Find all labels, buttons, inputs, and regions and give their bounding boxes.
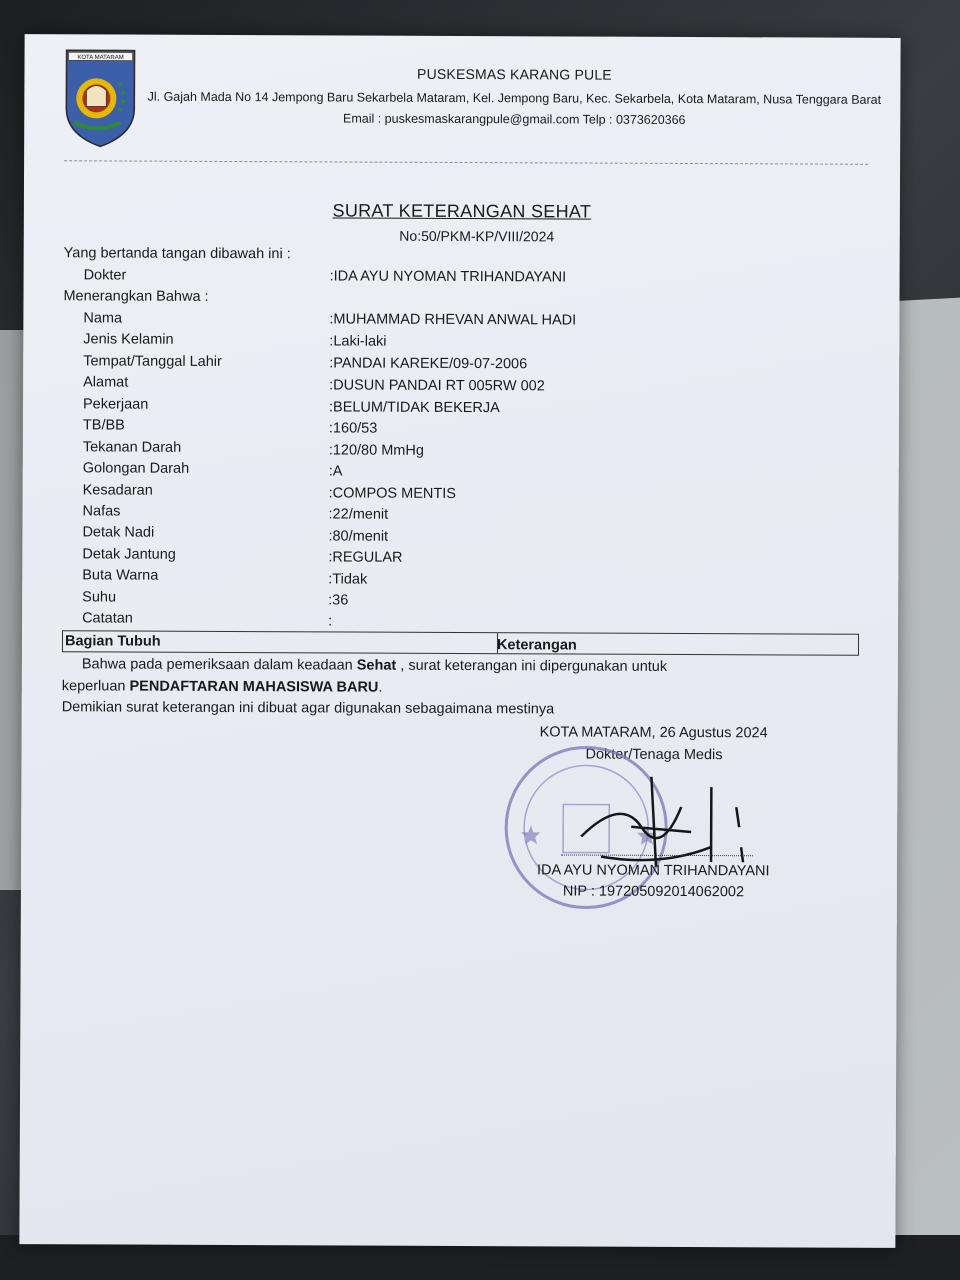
field-label: Tempat/Tanggal Lahir [83, 353, 222, 370]
kota-mataram-logo-icon [62, 46, 138, 150]
svg-text:KOTA MATARAM: KOTA MATARAM [77, 54, 124, 62]
document-title: SURAT KETERANGAN SEHAT [332, 200, 592, 222]
document-number: No:50/PKM-KP/VIII/2024 [399, 227, 555, 245]
closing-line-2 [62, 678, 383, 695]
field-label: Nama [83, 310, 123, 327]
institution-contact: Email : puskesmaskarangpule@gmail.com Telp : 0373620366 [342, 111, 686, 127]
field-value: :MUHAMMAD RHEVAN ANWAL HADI [329, 311, 577, 329]
field-label: Tekanan Darah [82, 439, 182, 456]
body-parts-table-header [62, 630, 859, 655]
place-date: KOTA MATARAM, 26 Agustus 2024 [539, 724, 768, 742]
field-value: :80/menit [328, 528, 389, 545]
field-label: TB/BB [82, 417, 125, 434]
closing-emphasis: PENDAFTARAN MAHASISWA BARU [129, 678, 379, 696]
closing-text: , surat keterangan ini dipergunakan untuk [396, 657, 668, 675]
field-value: :Laki-laki [329, 333, 387, 350]
closing-text: . [378, 679, 383, 696]
field-value: :BELUM/TIDAK BEKERJA [328, 399, 500, 417]
institution-address: Jl. Gajah Mada No 14 Jempong Baru Sekarbela Mataram, Kel. Jempong Baru, Kec. Sekarbela, Kota Mataram, Nusa Tenggara Barat [147, 89, 882, 107]
field-value: :36 [328, 592, 349, 609]
field-label: Jenis Kelamin [83, 331, 174, 348]
field-label: Nafas [82, 503, 121, 520]
table-col-keterangan: Keterangan [496, 637, 577, 654]
table-col-bagian-tubuh: Bagian Tubuh [63, 631, 498, 653]
closing-text: keperluan [61, 678, 130, 695]
signer-role: Dokter/Tenaga Medis [585, 746, 723, 764]
field-value: :Tidak [328, 571, 368, 588]
field-value: :A [328, 463, 343, 480]
field-value: :PANDAI KAREKE/09-07-2006 [329, 355, 528, 373]
field-label: Pekerjaan [82, 396, 149, 413]
closing-emphasis: Sehat [356, 657, 397, 674]
field-label: Catatan [82, 610, 133, 627]
field-label: Detak Jantung [82, 546, 176, 563]
field-label: Detak Nadi [82, 524, 155, 541]
closing-line-1 [82, 656, 667, 675]
field-label: Suhu [82, 589, 117, 606]
field-value: :160/53 [328, 420, 378, 437]
closing-line-3: Demikian surat keterangan ini dibuat agar digunakan sebagaimana mestinya [61, 699, 555, 718]
field-label: Buta Warna [82, 567, 159, 584]
signer-nip: NIP : 197205092014062002 [562, 883, 745, 901]
field-value: :120/80 MmHg [328, 442, 424, 459]
closing-text: Bahwa pada pemeriksaan dalam keadaan [81, 656, 357, 674]
institution-name: PUSKESMAS KARANG PULE [417, 65, 612, 83]
header-divider [64, 160, 868, 165]
field-label: Golongan Darah [82, 460, 190, 477]
states-text: Menerangkan Bahwa : [63, 288, 209, 305]
doctor-label: Dokter [83, 267, 127, 284]
field-value: :REGULAR [328, 549, 403, 566]
field-value: :COMPOS MENTIS [328, 485, 456, 502]
field-value: :22/menit [328, 506, 389, 523]
signer-name: IDA AYU NYOMAN TRIHANDAYANI [536, 862, 770, 880]
field-value: :DUSUN PANDAI RT 005RW 002 [329, 377, 545, 395]
field-label: Kesadaran [82, 482, 153, 499]
field-label: Alamat [83, 374, 129, 391]
doctor-value: :IDA AYU NYOMAN TRIHANDAYANI [329, 268, 567, 286]
intro-text: Yang bertanda tangan dibawah ini : [63, 245, 291, 263]
signature-icon [561, 766, 801, 877]
field-value: : [328, 613, 333, 630]
certificate-paper [19, 34, 900, 1248]
